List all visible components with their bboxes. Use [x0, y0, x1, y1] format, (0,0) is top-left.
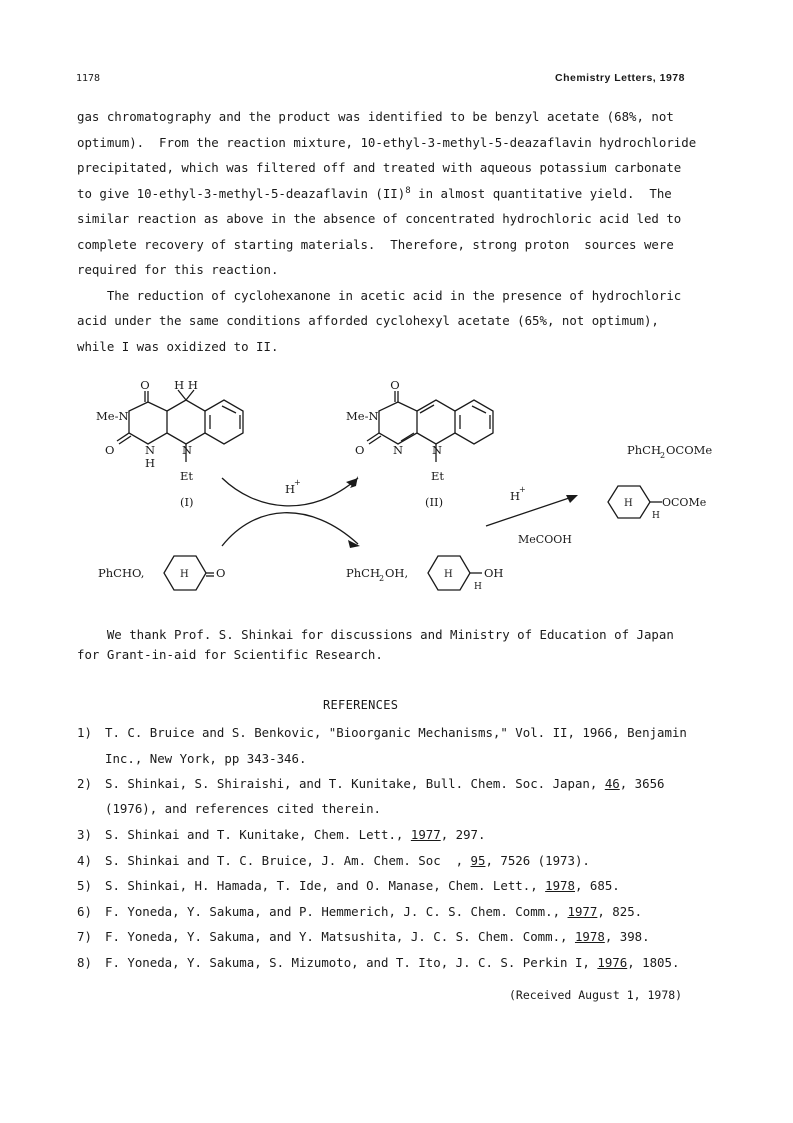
ref-text: S. Shinkai, S. Shiraishi, and T. Kunitake, Bull. Chem. Soc. Japan, 46, 3656	[105, 776, 665, 791]
ref-number: 5)	[77, 878, 92, 893]
received-date: (Received August 1, 1978)	[509, 988, 683, 1002]
ref-number: 8)	[77, 955, 92, 970]
ring-h: H	[444, 569, 453, 580]
ref-text: S. Shinkai and T. C. Bruice, J. Am. Chem. Soc , 95, 7526 (1973).	[105, 853, 590, 868]
reagent-sup: +	[294, 478, 301, 487]
hydroxyl-label: OH	[484, 566, 504, 580]
label-me-n: Me-N	[96, 409, 129, 423]
ketone-o: O	[216, 566, 226, 580]
benzaldehyde-label: PhCHO,	[98, 566, 145, 580]
ref-text: T. C. Bruice and S. Benkovic, "Bioorganic Mechanisms," Vol. II, 1966, Benjamin	[105, 725, 687, 740]
body-line: The reduction of cyclohexanone in acetic acid in the presence of hydrochloric	[77, 288, 682, 303]
ref-text: S. Shinkai and T. Kunitake, Chem. Lett., 1977, 297.	[105, 827, 486, 842]
label-hh: H H	[174, 378, 198, 392]
acetoxy-label: OCOMe	[662, 496, 707, 509]
body-line: optimum). From the reaction mixture, 10-ethyl-3-methyl-5-deazaflavin hydrochloride	[77, 135, 697, 150]
acknowledgement-line: We thank Prof. S. Shinkai for discussions and Ministry of Education of Japan	[77, 627, 674, 642]
ref-text: S. Shinkai, H. Hamada, T. Ide, and O. Manase, Chem. Lett., 1978, 685.	[105, 878, 620, 893]
body-line: precipitated, which was filtered off and treated with aqueous potassium carbonate	[77, 160, 682, 175]
product-sub: 2	[660, 451, 666, 460]
ref-number: 7)	[77, 929, 92, 944]
label-o: O	[140, 378, 150, 392]
product-formula: OCOMe	[666, 443, 713, 457]
ref-number: 2)	[77, 776, 92, 791]
benzyl-alcohol-sub: 2	[379, 574, 385, 583]
references-heading: REFERENCES	[323, 698, 399, 712]
ref-number: 4)	[77, 853, 92, 868]
body-line: complete recovery of starting materials. Therefore, strong proton sources were	[77, 237, 674, 252]
body-line: required for this reaction.	[77, 262, 279, 277]
label-n: N	[145, 443, 156, 457]
label-et: Et	[180, 469, 194, 483]
body-line: while I was oxidized to II.	[77, 339, 279, 354]
ring-h: H	[652, 511, 660, 521]
journal-header: Chemistry Letters, 1978	[555, 72, 685, 84]
body-line: gas chromatography and the product was identified to be benzyl acetate (68%, not	[77, 109, 674, 124]
compound-label: (II)	[425, 495, 444, 509]
page-number: 1178	[76, 73, 101, 84]
ref-text: F. Yoneda, Y. Sakuma, and Y. Matsushita, J. C. S. Chem. Comm., 1978, 398.	[105, 929, 650, 944]
label-n: N	[182, 443, 193, 457]
ring-h: H	[624, 498, 633, 509]
ref-text: Inc., New York, pp 343-346.	[105, 751, 307, 766]
ref-number: 6)	[77, 904, 92, 919]
label-o: O	[390, 378, 400, 392]
body-line: similar reaction as above in the absence of concentrated hydrochloric acid led to	[77, 211, 682, 226]
ref-text: F. Yoneda, Y. Sakuma, S. Mizumoto, and T. Ito, J. C. S. Perkin I, 1976, 1805.	[105, 955, 680, 970]
label-o: O	[355, 443, 365, 457]
ref-text: (1976), and references cited therein.	[105, 801, 382, 816]
body-line: to give 10-ethyl-3-methyl-5-deazaflavin (II)$^8$ in almost quantitative yield. The	[77, 186, 672, 201]
reagent-sup: +	[519, 485, 526, 494]
compound-label: (I)	[180, 495, 194, 509]
product-formula: PhCH	[627, 443, 661, 457]
label-me-n: Me-N	[346, 409, 379, 423]
label-h: H	[145, 456, 156, 470]
citation-superscript: 8	[405, 186, 411, 196]
ref-text: F. Yoneda, Y. Sakuma, and P. Hemmerich, J. C. S. Chem. Comm., 1977, 825.	[105, 904, 643, 919]
ring-h: H	[180, 569, 189, 580]
benzyl-alcohol-label: OH,	[385, 566, 409, 580]
ref-number: 3)	[77, 827, 92, 842]
label-n: N	[393, 443, 404, 457]
reagent-label: H	[510, 489, 521, 503]
label-o: O	[105, 443, 115, 457]
reagent-label: H	[285, 482, 296, 496]
label-et: Et	[431, 469, 445, 483]
solvent-label: MeCOOH	[518, 533, 572, 546]
acknowledgement-line: for Grant-in-aid for Scientific Research.	[77, 647, 383, 662]
ring-h: H	[474, 582, 482, 592]
body-line: acid under the same conditions afforded cyclohexyl acetate (65%, not optimum),	[77, 313, 659, 328]
ref-number: 1)	[77, 725, 92, 740]
label-n: N	[432, 443, 443, 457]
benzyl-alcohol-label: PhCH	[346, 566, 380, 580]
